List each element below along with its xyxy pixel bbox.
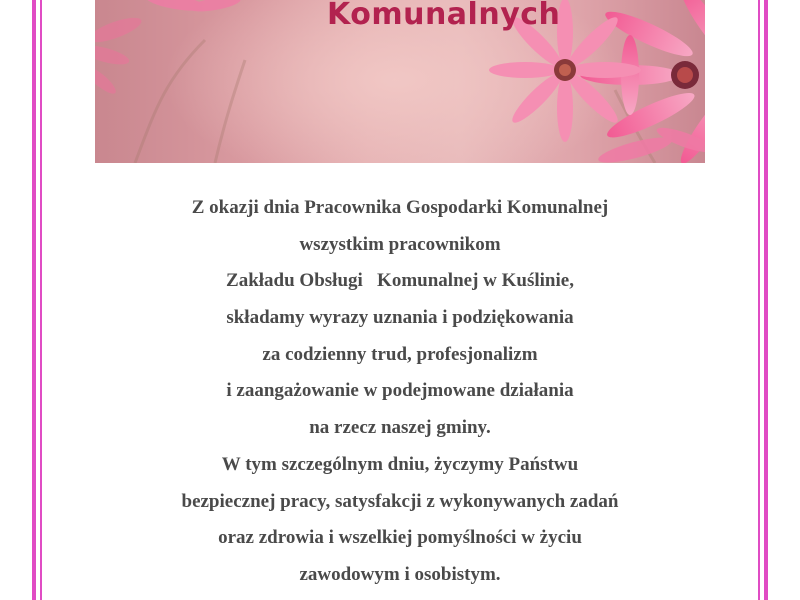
greeting-line: zawodowym i osobistym.: [299, 563, 501, 585]
greeting-line: za codzienny trud, profesjonalizm: [262, 343, 538, 365]
greeting-line: oraz zdrowia i wszelkiej pomyślności w życiu: [218, 527, 582, 549]
greeting-line: Zakładu Obsługi Komunalnej w Kuślinie,: [226, 270, 574, 292]
greeting-line: składamy wyrazy uznania i podziękowania: [226, 307, 574, 329]
greeting-line: W tym szczególnym dniu, życzymy Państwu: [221, 453, 579, 475]
greeting-line: Z okazji dnia Pracownika Gospodarki Komunalnej: [191, 197, 609, 218]
greeting-text: [100, 194, 700, 598]
banner-title: Komunalnych: [327, 0, 561, 32]
page-border-right-inner: [758, 0, 760, 600]
greeting-line: wszystkim pracownikom: [299, 233, 501, 255]
greeting-line: bezpiecznej pracy, satysfakcji z wykonywanych zadań: [181, 490, 619, 512]
page-border-right-outer: [764, 0, 768, 600]
greeting-line: na rzecz naszej gminy.: [309, 417, 491, 439]
greeting-line: i zaangażowanie w podejmowane działania: [226, 380, 574, 402]
page-border-left-outer: [32, 0, 36, 600]
flower-banner: [95, 0, 705, 163]
page-border-left-inner: [40, 0, 42, 600]
